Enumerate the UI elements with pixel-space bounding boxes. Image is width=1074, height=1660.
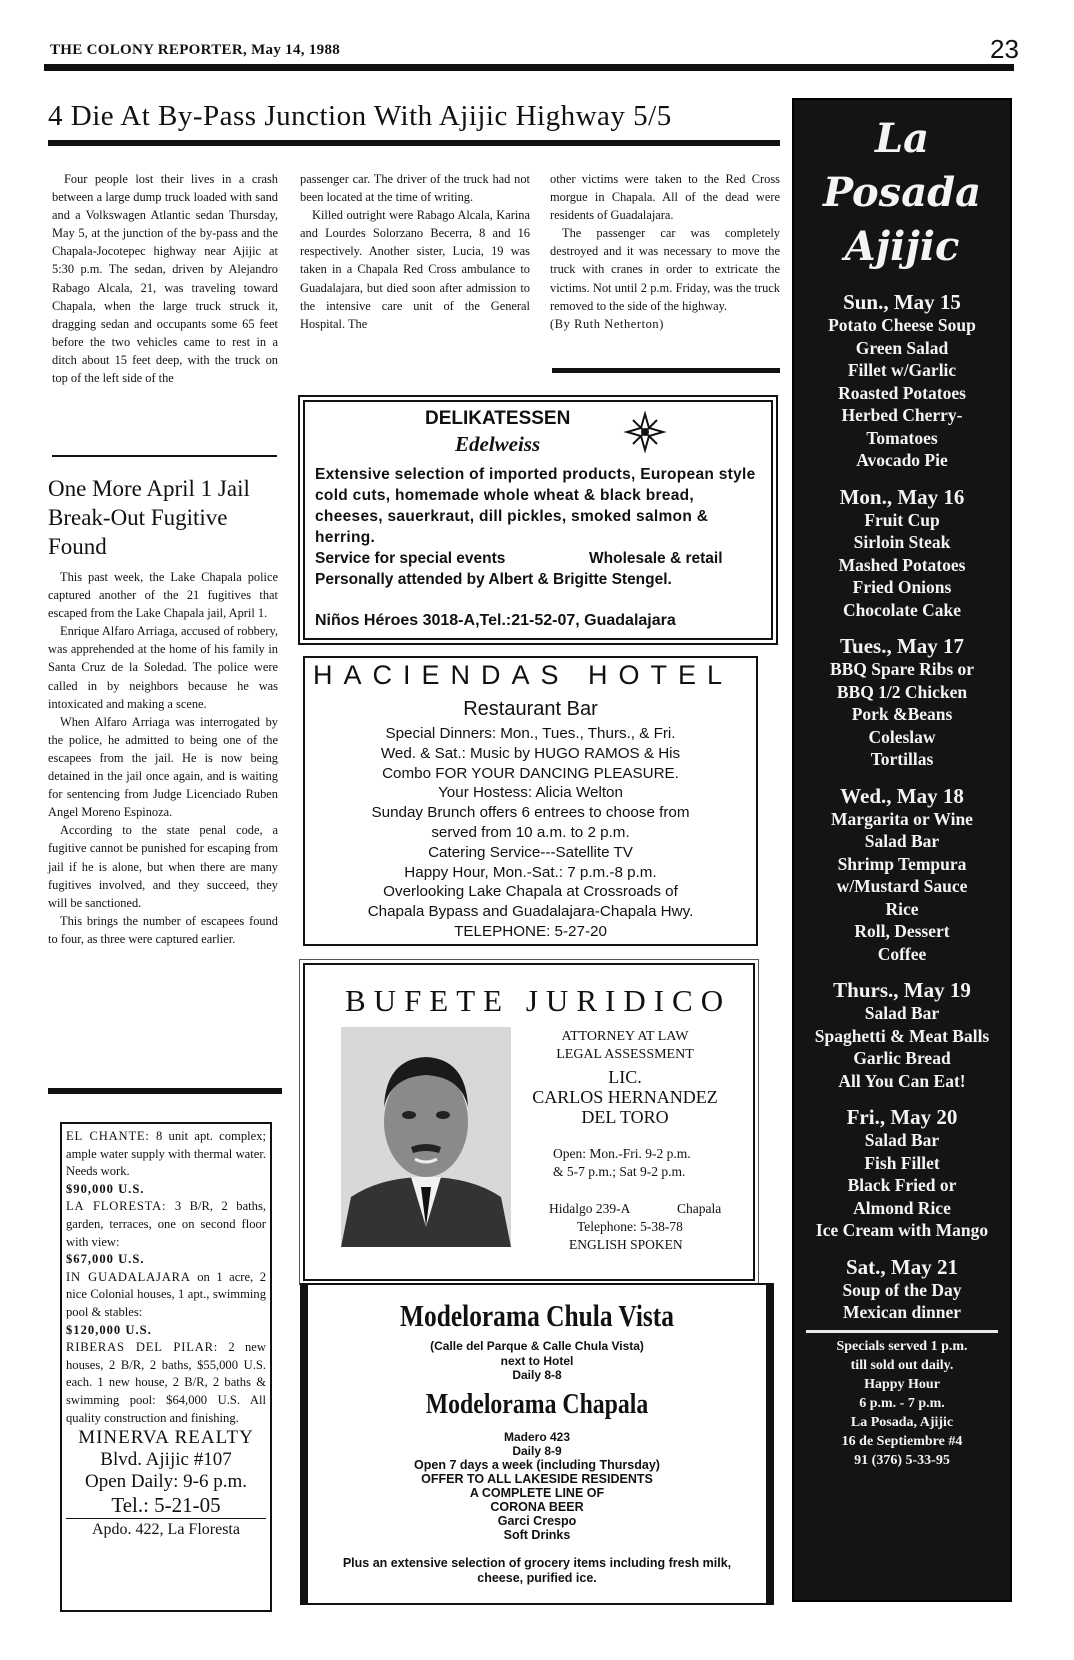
edelweiss-flower-icon xyxy=(623,410,667,454)
realty-listings xyxy=(66,1128,266,1427)
menu-day-block xyxy=(794,978,1010,1092)
attorney-photo xyxy=(341,1027,511,1247)
menu-day-block xyxy=(794,1105,1010,1242)
menu-dish: Fillet w/Garlic xyxy=(847,360,957,380)
realty-address: Blvd. Ajijic #107 xyxy=(100,1449,232,1471)
realty-listing-name: RIBERAS DEL PILAR: xyxy=(66,1340,219,1355)
hotel-line: Combo FOR YOUR DANCING PLEASURE. xyxy=(382,764,679,782)
realty-ad xyxy=(60,1122,272,1612)
hotel-line: served from 10 a.m. to 2 p.m. xyxy=(431,823,630,841)
menu-days xyxy=(794,290,1010,1324)
page-number: 23 xyxy=(990,34,1019,64)
menu-dish: Coffee xyxy=(877,943,927,964)
menu-dish: All You Can Eat! xyxy=(838,1070,966,1091)
lead-paragraph-5: The passenger car was completely destroyed and it was necessary to move the truck with cranes in order to extricate the victims. Not until 2 p.m. Friday, was the truck removed to the side of the highway. xyxy=(550,226,780,313)
modelorama-body xyxy=(308,1297,766,1586)
law-hours-1: Open: Mon.-Fri. 9-2 p.m. xyxy=(553,1146,691,1161)
hotel-subtitle: Restaurant Bar xyxy=(463,698,598,720)
menu-dish: Green Salad xyxy=(855,337,949,358)
menu-dish: Salad Bar xyxy=(864,1003,940,1023)
menu-footer-rule xyxy=(806,1330,998,1333)
realty-listing xyxy=(66,1128,266,1181)
menu-dish: Mashed Potatoes xyxy=(838,554,966,575)
menu-day-block xyxy=(794,485,1010,622)
la-posada-menu xyxy=(792,98,1012,1602)
menu-dish: Spaghetti & Meat Balls xyxy=(814,1025,990,1046)
menu-dish: Roasted Potatoes xyxy=(838,382,966,403)
menu-dish: Ice Cream with Mango xyxy=(815,1220,989,1240)
menu-footer xyxy=(794,1337,1010,1470)
menu-dish: Coleslaw xyxy=(868,726,936,747)
menu-dish: Black Fried or xyxy=(847,1175,957,1195)
hotel-line: Wed. & Sat.: Music by HUGO RAMOS & His xyxy=(380,744,681,762)
publication-header: THE COLONY REPORTER, May 14, 1988 xyxy=(50,42,341,58)
hotel-title: HACIENDAS HOTEL xyxy=(313,660,734,690)
lead-paragraph-2: passenger car. The driver of the truck had not been located at the time of writing. xyxy=(300,172,530,205)
jail-paragraph-1: This past week, the Lake Chapala police captured another of the 21 fugitives that escaped from the Lake Chapala jail, April 1. xyxy=(48,570,278,621)
jail-paragraph-5: This brings the number of escapees found to four, as three were captured earlier. xyxy=(48,913,278,946)
menu-footer-line: 16 de Septiembre #4 xyxy=(841,1433,963,1449)
realty-listing-price: $120,000 U.S. xyxy=(66,1322,152,1337)
byline: (By Ruth Netherton) xyxy=(550,316,664,331)
menu-dish: Tortillas xyxy=(870,749,934,769)
menu-day-heading: Thurs., May 19 xyxy=(833,978,971,1002)
headline-rule xyxy=(48,140,780,146)
jail-headline: One More April 1 Jail Break-Out Fugitive Found xyxy=(48,476,250,559)
lead-col-3 xyxy=(550,170,780,333)
realty-listing-text: 2 new houses, 2 B/R, 2 baths, $55,000 U.S. each. 1 new house, 2 B/R, 2 baths & swimming pool: $64,000 U.S. All quality construction and finishing. xyxy=(66,1340,266,1425)
menu-dish: Fried Onions xyxy=(852,577,952,597)
law-name-2: DEL TORO xyxy=(581,1107,669,1127)
menu-dish: Fruit Cup xyxy=(864,509,940,530)
menu-dish: Rice xyxy=(885,898,919,919)
lead-paragraph-4: other victims were taken to the Red Cross morgue in Chapala. All of the dead were residents of Guadalajara. xyxy=(550,172,780,223)
menu-dish: Mexican dinner xyxy=(842,1302,962,1322)
realty-listing xyxy=(66,1198,266,1251)
law-line-2: LEGAL ASSESSMENT xyxy=(556,1047,694,1062)
law-line-1: ATTORNEY AT LAW xyxy=(561,1029,689,1044)
menu-dish: Fish Fillet xyxy=(864,1152,940,1173)
hotel-line: Your Hostess: Alicia Welton xyxy=(438,784,623,802)
deli-events: Service for special events xyxy=(315,550,506,567)
menu-dish: Tomatoes xyxy=(866,427,938,448)
realty-listing-name: LA FLORESTA: xyxy=(66,1199,167,1214)
menu-dish: BBQ Spare Ribs or xyxy=(829,659,975,679)
law-phone: Telephone: 5-38-78 xyxy=(577,1219,683,1234)
modelorama-footer: Plus an extensive selection of grocery items including fresh milk, cheese, purified ice. xyxy=(342,1556,732,1585)
header-rule xyxy=(44,64,1014,71)
realty-listing xyxy=(66,1339,266,1427)
modelorama-title-1: Modelorama Chula Vista xyxy=(400,1298,674,1333)
hotel-ad xyxy=(303,656,758,946)
menu-dish: Sirloin Steak xyxy=(853,532,951,552)
jail-end-rule xyxy=(48,1088,282,1094)
hotel-line: Overlooking Lake Chapala at Crossroads of xyxy=(383,883,678,901)
menu-day-heading: Sun., May 15 xyxy=(843,290,961,314)
jail-paragraph-4: According to the state penal code, a fugitive cannot be punished for escaping from jail if he is alone, but when there are many fugitives involved, and they succeed, they will be sanctioned. xyxy=(48,823,278,910)
realty-listing-text: 3 B/R, 2 baths, garden, terraces, one on second floor with view: xyxy=(66,1199,267,1249)
menu-brand-line: La xyxy=(874,115,930,162)
menu-day-heading: Sat., May 21 xyxy=(846,1254,958,1279)
modelorama-address-1: (Calle del Parque & Calle Chula Vista) xyxy=(430,1339,644,1353)
menu-day-block xyxy=(794,784,1010,966)
hotel-line: TELEPHONE: 5-27-20 xyxy=(454,922,607,940)
deli-title: DELIKATESSEN xyxy=(425,408,571,429)
modelorama-drinks: Soft Drinks xyxy=(503,1528,571,1542)
deli-address: Niños Héroes 3018-A,Tel.:21-52-07, Guadalajara xyxy=(315,612,676,629)
menu-brand xyxy=(794,100,1010,274)
modelorama-offer: OFFER TO ALL LAKESIDE RESIDENTS xyxy=(421,1472,653,1486)
menu-day-block xyxy=(794,290,1010,472)
modelorama-address-2: next to Hotel xyxy=(500,1354,574,1368)
menu-dish: Almond Rice xyxy=(853,1197,951,1218)
menu-footer-line: till sold out daily. xyxy=(850,1357,954,1373)
menu-day-heading: Tues., May 17 xyxy=(839,634,965,658)
menu-dish: Pork &Beans xyxy=(851,704,953,724)
modelorama-daily-1: Daily 8-8 xyxy=(512,1368,562,1382)
lead-paragraph-1: Four people lost their lives in a crash between a large dump truck loaded with sand and a Volkswagen Atlantic sedan Thursday, May 5, at the junction of the by-pass and the Chapala-Jocotepec highway near Ajijic at 5:30 p.m. The sedan, driven by Alejandro Rabago Alcala, 21, was traveling toward Chapala, when the large truck struck it, dragging sedan and occupants some 65 feet before the two vehicles came to rest in a ditch about 15 feet deep, with the truck on top of the left side of the xyxy=(52,172,278,386)
realty-hours: Open Daily: 9-6 p.m. xyxy=(84,1471,247,1493)
realty-agency: MINERVA REALTY xyxy=(78,1427,254,1449)
modelorama-line-of: A COMPLETE LINE OF xyxy=(469,1486,605,1500)
law-hours-2: & 5-7 p.m.; Sat 9-2 p.m. xyxy=(553,1164,686,1179)
realty-listing-name: IN GUADALAJARA xyxy=(66,1269,191,1284)
deli-script-name: Edelweiss xyxy=(455,432,541,456)
jail-paragraph-2: Enrique Alfaro Arriaga, accused of robbery, was apprehended at the home of his family in Santa Cruz de la Soledad. The police were called in by neighbors because he was intoxicated and making a scene. xyxy=(48,624,278,711)
realty-phone: Tel.: 5-21-05 xyxy=(111,1493,221,1518)
menu-day-heading: Fri., May 20 xyxy=(846,1105,958,1129)
menu-dish: Herbed Cherry- xyxy=(841,405,963,425)
realty-listing xyxy=(66,1269,266,1322)
menu-footer-line: 6 p.m. - 7 p.m. xyxy=(859,1395,945,1411)
menu-dish: Avocado Pie xyxy=(856,450,948,470)
menu-footer-line: Specials served 1 p.m. xyxy=(836,1338,968,1354)
deli-description: Extensive selection of imported products, European style cold cuts, homemade whole wheat & black bread, cheeses, sauerkraut, dill pickles, smoked salmon & herring. xyxy=(315,466,756,546)
menu-day-block xyxy=(794,634,1010,771)
deli-owners: Personally attended by Albert & Brigitte Stengel. xyxy=(315,571,672,588)
menu-dish: BBQ 1/2 Chicken xyxy=(836,681,968,702)
menu-dish: w/Mustard Sauce xyxy=(836,876,968,896)
realty-listing-name: EL CHANTE: xyxy=(66,1129,150,1143)
menu-footer-line: Happy Hour xyxy=(864,1376,940,1392)
modelorama-daily-2: Daily 8-9 xyxy=(512,1444,562,1458)
menu-dish: Shrimp Tempura xyxy=(837,853,967,874)
deli-ad xyxy=(303,400,773,640)
law-town: Chapala xyxy=(677,1201,722,1216)
modelorama-beer: CORONA BEER xyxy=(490,1500,584,1514)
modelorama-week: Open 7 days a week (including Thursday) xyxy=(414,1458,660,1472)
hotel-line: Sunday Brunch offers 6 entrees to choose from xyxy=(371,804,690,822)
menu-dish: Potato Cheese Soup xyxy=(828,315,976,335)
menu-dish: Roll, Dessert xyxy=(854,921,950,941)
law-street: Hidalgo 239-A xyxy=(549,1201,631,1216)
jail-paragraph-3: When Alfaro Arriaga was interrogated by the police, he admitted to being one of the escapees from the jail. He is now being detained in the jail once again, and is waiting for sentencing from Judge Licenciado Ruben Angel Moreno Espinoza. xyxy=(48,714,278,820)
lead-paragraph-3: Killed outright were Rabago Alcala, Karina and Lourdes Solorzano Becerra, 8 and 16 respectively. Another sister, Lucia, 19 was taken in a Chapala Red Cross ambulance to Guadalajara, but died soon after admission to the intensive care unit of the General Hospital. The xyxy=(300,208,530,331)
col1-rule xyxy=(52,455,277,457)
modelorama-ad xyxy=(300,1283,774,1605)
menu-dish: Margarita or Wine xyxy=(831,808,973,829)
menu-dish: Salad Bar xyxy=(864,1130,940,1150)
hotel-lines xyxy=(305,724,756,942)
hotel-line: Special Dinners: Mon., Tues., Thurs., & Fri. xyxy=(385,725,676,742)
realty-listing-text: 8 unit apt. complex; ample water supply with thermal water. Needs work. xyxy=(66,1129,266,1179)
jail-story-body xyxy=(48,568,278,948)
modelorama-brand: Garci Crespo xyxy=(497,1514,577,1528)
hotel-line: Chapala Bypass and Guadalajara-Chapala Hwy. xyxy=(367,903,694,921)
realty-po-box: Apdo. 422, La Floresta xyxy=(66,1518,266,1541)
menu-dish: Garlic Bread xyxy=(853,1048,951,1068)
law-name-1: CARLOS HERNANDEZ xyxy=(532,1087,718,1107)
menu-brand-line: Ajijic xyxy=(844,223,960,270)
story-end-rule xyxy=(552,368,780,373)
menu-footer-line: 91 (376) 5-33-95 xyxy=(854,1452,950,1468)
law-title: BUFETE JURIDICO xyxy=(345,983,732,1018)
lead-col-1 xyxy=(52,170,278,387)
menu-brand-line: Posada xyxy=(822,169,981,216)
realty-listing-text: on 1 acre, 2 nice Colonial houses, 1 apt., swimming pool & stables: xyxy=(66,1269,267,1319)
lead-headline: 4 Die At By-Pass Junction With Ajijic Highway 5/5 xyxy=(48,100,672,132)
law-lic: LIC. xyxy=(608,1067,642,1087)
menu-day-heading: Wed., May 18 xyxy=(840,783,964,808)
menu-day-heading: Mon., May 16 xyxy=(839,484,965,509)
realty-listing-price: $67,000 U.S. xyxy=(66,1252,145,1267)
deli-wholesale: Wholesale & retail xyxy=(589,550,723,567)
menu-dish: Salad Bar xyxy=(864,831,940,851)
menu-dish: Chocolate Cake xyxy=(842,599,962,620)
modelorama-title-2: Modelorama Chapala xyxy=(425,1388,649,1420)
realty-listing-price: $90,000 U.S. xyxy=(66,1181,145,1196)
menu-day-block xyxy=(794,1255,1010,1324)
menu-footer-line: La Posada, Ajijic xyxy=(850,1414,954,1430)
law-spoken: ENGLISH SPOKEN xyxy=(569,1237,683,1252)
hotel-line: Catering Service---Satellite TV xyxy=(428,843,633,861)
menu-dish: Soup of the Day xyxy=(842,1279,962,1300)
hotel-line: Happy Hour, Mon.-Sat.: 7 p.m.-8 p.m. xyxy=(404,863,657,881)
lead-col-2 xyxy=(300,170,530,333)
modelorama-address-3: Madero 423 xyxy=(503,1430,571,1444)
law-ad xyxy=(303,963,755,1281)
